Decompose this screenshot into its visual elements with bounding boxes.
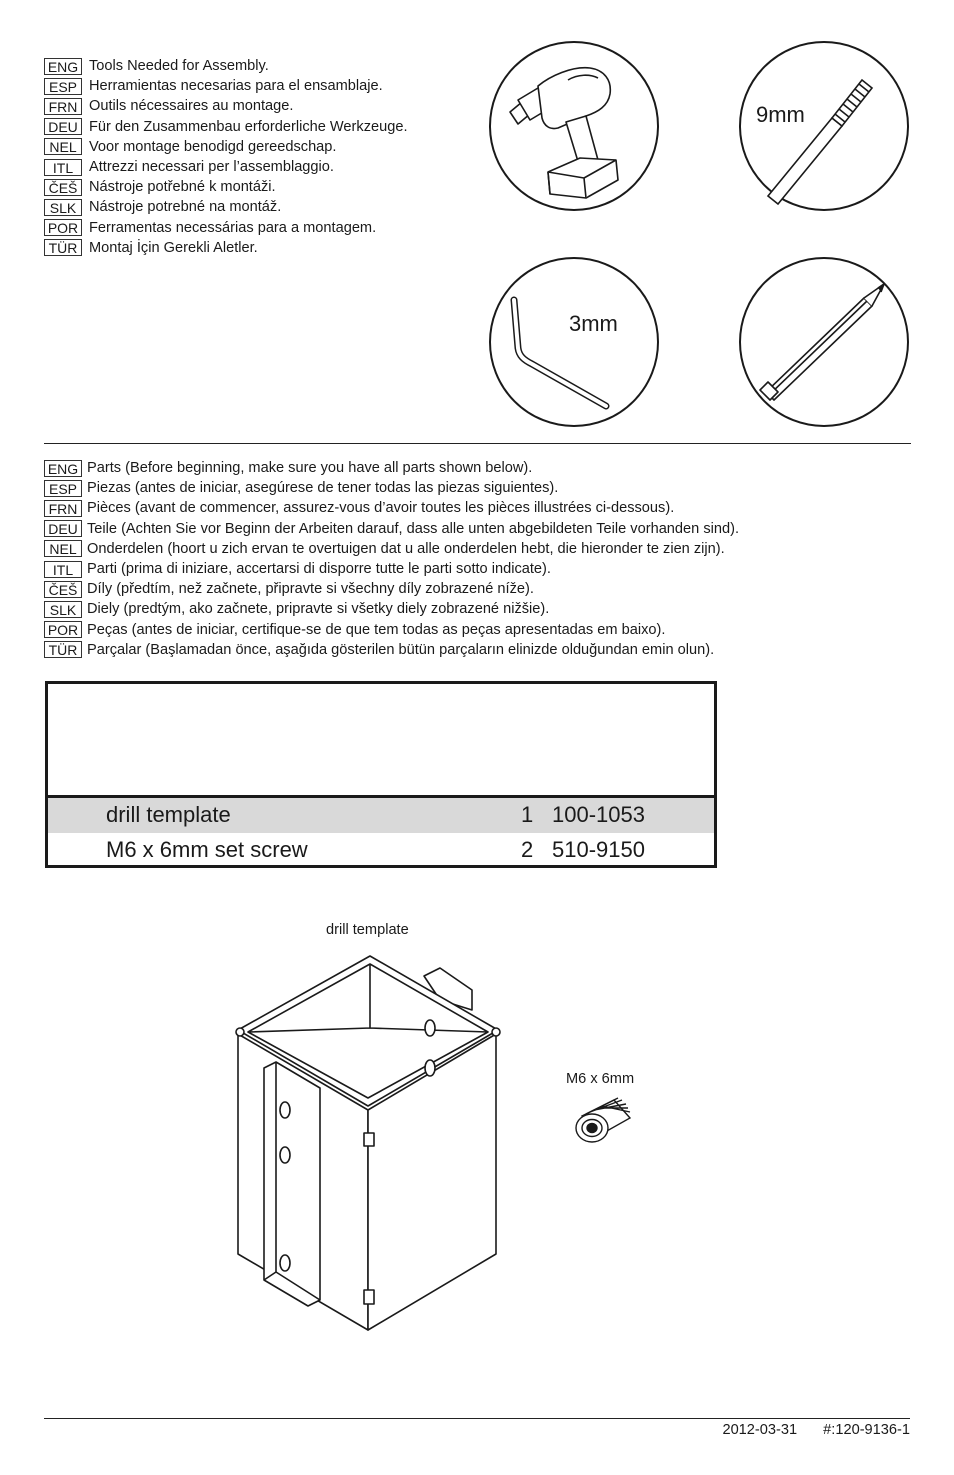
- pencil-icon: [738, 256, 910, 428]
- parts-lang-row: [44, 640, 739, 660]
- lang-code: POR: [44, 621, 82, 638]
- cordless-drill-tool: [488, 40, 660, 212]
- lang-text: Voor montage benodigd gereedschap.: [89, 138, 337, 155]
- lang-code: SLK: [44, 199, 82, 216]
- lang-text: Parts (Before beginning, make sure you have all parts shown below).: [87, 460, 533, 477]
- set-screw-label: M6 x 6mm: [566, 1071, 635, 1087]
- lang-text: Outils nécessaires au montage.: [89, 98, 294, 115]
- lang-text: Ferramentas necessárias para a montagem.: [89, 219, 377, 236]
- parts-lang-row: [44, 559, 739, 579]
- parts-table: [45, 681, 717, 868]
- tools-lang-row: [44, 238, 408, 258]
- cordless-drill-icon: [488, 40, 660, 212]
- lang-code: SLK: [44, 601, 82, 618]
- lang-text: Parçalar (Başlamadan önce, aşağıda gösterilen bütün parçaların elinizde olduğundan emin olun).: [87, 641, 715, 658]
- footer: [722, 1422, 910, 1438]
- lang-code: FRN: [44, 98, 82, 115]
- part-number: 100-1053: [552, 802, 645, 827]
- drill-template-label: drill template: [326, 922, 409, 938]
- lang-text: Attrezzi necessari per l’assemblaggio.: [89, 159, 334, 176]
- lang-text: Nástroje potrebné na montáž.: [89, 199, 282, 216]
- lang-code: ENG: [44, 58, 82, 75]
- tools-lang-row: [44, 218, 408, 238]
- tools-lang-row: [44, 96, 408, 116]
- pencil-tool: [738, 256, 910, 428]
- lang-text: Herramientas necesarias para el ensamblaje.: [89, 78, 383, 95]
- tools-lang-row: [44, 157, 408, 177]
- part-number: 510-9150: [552, 837, 645, 862]
- lang-code: ČEŠ: [44, 179, 82, 196]
- parts-lang-row: [44, 458, 739, 478]
- lang-text: Peças (antes de iniciar, certifique-se de que tem todas as peças apresentadas em baixo).: [87, 621, 666, 638]
- hex-key-icon: [488, 256, 660, 428]
- drill-bit-size-label: 9mm: [756, 102, 805, 127]
- table-row: [48, 798, 714, 833]
- tools-lang-row: [44, 56, 408, 76]
- part-quantity: 1: [521, 802, 534, 827]
- lang-text: Piezas (antes de iniciar, asegúrese de tener todas las piezas siguientes).: [87, 480, 559, 497]
- lang-code: ITL: [44, 561, 82, 578]
- lang-code: POR: [44, 219, 82, 236]
- lang-text: Diely (predtým, ako začnete, pripravte si všetky diely zobrazené nižšie).: [87, 601, 550, 618]
- hex-key-tool: [488, 256, 660, 428]
- parts-lang-row: [44, 478, 739, 498]
- tools-lang-row: [44, 117, 408, 137]
- lang-text: Teile (Achten Sie vor Beginn der Arbeiten darauf, dass alle unten abgebildeten Teile vorhanden sind).: [87, 520, 740, 537]
- parts-lang-row: [44, 579, 739, 599]
- lang-text: Für den Zusammenbau erforderliche Werkzeuge.: [89, 118, 408, 135]
- lang-code: ESP: [44, 480, 82, 497]
- parts-lang-row: [44, 498, 739, 518]
- parts-lang-row: [44, 519, 739, 539]
- lang-text: Díly (předtím, než začnete, připravte si všechny díly zobrazené níže).: [87, 581, 534, 598]
- table-row: [48, 833, 714, 868]
- lang-code: TÜR: [44, 641, 82, 658]
- footer-date: 2012-03-31: [722, 1422, 798, 1438]
- lang-text: Parti (prima di iniziare, accertarsi di disporre tutte le parti sotto indicate).: [87, 561, 551, 578]
- part-quantity: 2: [521, 837, 534, 862]
- lang-text: Montaj İçin Gerekli Aletler.: [89, 239, 258, 256]
- tools-lang-row: [44, 177, 408, 197]
- tools-language-list: [44, 56, 408, 258]
- lang-code: ESP: [44, 78, 82, 95]
- lang-code: NEL: [44, 138, 82, 155]
- lang-code: ENG: [44, 460, 82, 477]
- tools-lang-row: [44, 76, 408, 96]
- lang-code: DEU: [44, 520, 82, 537]
- lang-code: TÜR: [44, 239, 82, 256]
- set-screw-illustration: [574, 1096, 636, 1148]
- parts-language-list: [44, 458, 739, 660]
- lang-code: ITL: [44, 159, 82, 176]
- drill-bit-tool: [738, 40, 910, 212]
- lang-text: Onderdelen (hoort u zich ervan te overtuigen dat u alle onderdelen hebt, die hieronder te zien zijn).: [87, 540, 725, 557]
- section-divider: [44, 443, 911, 444]
- parts-lang-row: [44, 620, 739, 640]
- lang-code: NEL: [44, 540, 82, 557]
- part-name: drill template: [106, 802, 231, 827]
- parts-lang-row: [44, 599, 739, 619]
- drill-template-illustration: [228, 950, 508, 1335]
- lang-text: Tools Needed for Assembly.: [89, 58, 269, 75]
- lang-text: Pièces (avant de commencer, assurez-vous d’avoir toutes les pièces illustrées ci-dessous).: [87, 500, 675, 517]
- tools-lang-row: [44, 137, 408, 157]
- lang-text: Nástroje potřebné k montáži.: [89, 179, 276, 196]
- hex-key-size-label: 3mm: [569, 311, 618, 336]
- lang-code: DEU: [44, 118, 82, 135]
- tools-lang-row: [44, 197, 408, 217]
- footer-divider: [44, 1418, 910, 1419]
- parts-lang-row: [44, 539, 739, 559]
- document-number: #:120-9136-1: [823, 1422, 910, 1438]
- lang-code: FRN: [44, 500, 82, 517]
- lang-code: ČEŠ: [44, 581, 82, 598]
- parts-table-image-area: [48, 684, 714, 798]
- part-name: M6 x 6mm set screw: [106, 837, 308, 862]
